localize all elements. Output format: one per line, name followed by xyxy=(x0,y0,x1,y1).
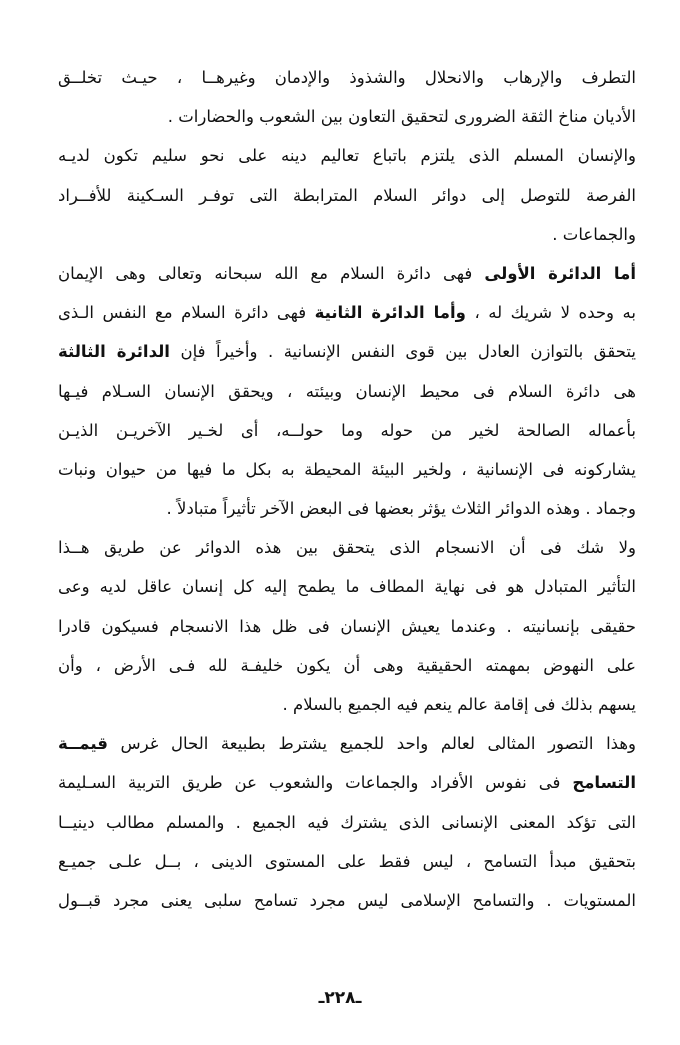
text-line xyxy=(58,763,636,802)
text-run: الفرصة للتوصل إلى دوائر السلام المترابطة التى توفـر السـكينة للأفــراد xyxy=(58,185,636,205)
text-line xyxy=(58,136,636,175)
text-line xyxy=(58,842,636,881)
text-line xyxy=(58,528,636,567)
text-line xyxy=(58,293,636,332)
text-line xyxy=(58,372,636,411)
text-run: يشاركونه فى الإنسانية ، ولخير البيئة المحيطة به بكل ما فيها من حيوان ونبات xyxy=(58,459,636,479)
text-run: يسهم بذلك فى إقامة عالم ينعم فيه الجميع بالسلام . xyxy=(282,695,636,714)
text-run: الأديان مناخ الثقة الضرورى لتحقيق التعاون بين الشعوب والحضارات . xyxy=(167,107,636,127)
text-run: المستويات . والتسامح الإسلامى ليس مجرد تسامح سلبى يعنى مجرد قبــول xyxy=(58,890,636,910)
text-line xyxy=(58,411,636,450)
text-line xyxy=(58,489,636,528)
text-run: فى نفوس الأفراد والجماعات والشعوب عن طريق التربية السـليمة xyxy=(58,773,573,793)
bold-phrase: قيمــة xyxy=(58,734,108,754)
text-run: وهذا التصور المثالى لعالم واحد للجميع يشترط بطبيعة الحال غرس xyxy=(107,734,636,754)
text-line xyxy=(58,215,636,254)
text-line xyxy=(58,881,636,920)
text-run: وجماد . وهذه الدوائر الثلاث يؤثر بعضها فى البعض الآخر تأثيراً متبادلاً . xyxy=(166,499,636,519)
text-line xyxy=(58,450,636,489)
text-line xyxy=(58,176,636,215)
text-run: هى دائرة السلام فى محيط الإنسان وبيئته ، ويحقق الإنسان السـلام فيـها xyxy=(58,381,636,401)
text-run: التطرف والإرهاب والانحلال والشذوذ والإدمان وغيرهــا ، حيـث تخلــق xyxy=(58,68,636,87)
text-run: ولا شك فى أن الانسجام الذى يتحقق بين هذه الدوائر عن طريق هــذا xyxy=(58,538,636,558)
text-line xyxy=(58,332,636,371)
text-line xyxy=(58,724,636,763)
text-line xyxy=(58,607,636,646)
text-run: بتحقيق مبدأ التسامح ، ليس فقط على المستوى الدينى ، بــل علـى جميـع xyxy=(58,851,636,871)
bold-phrase: أما الدائرة الأولى xyxy=(484,263,636,283)
text-run: به وحده لا شريك له ، xyxy=(465,303,636,323)
text-line xyxy=(58,803,636,842)
text-line xyxy=(58,58,636,97)
text-run: يتحقق بالتوازن العادل بين قوى النفس الإنسانية . وأخيراً فإن xyxy=(169,342,636,362)
text-run: التأثير المتبادل هو فى نهاية المطاف ما يطمح إليه كل إنسان عاقل لديه وعى xyxy=(58,577,636,597)
page-number: ـ٢٢٨ـ xyxy=(318,988,362,1008)
bold-phrase: الدائرة الثالثة xyxy=(58,342,170,362)
text-run: حقيقى بإنسانيته . وعندما يعيش الإنسان فى ظل هذا الانسجام فسيكون قادرا xyxy=(58,616,636,636)
text-run: والجماعات . xyxy=(552,224,636,244)
text-run: على النهوض بمهمته الحقيقية وهى أن يكون خليفـة لله فـى الأرض ، وأن xyxy=(58,655,636,675)
body-text xyxy=(58,58,636,920)
bold-phrase: وأما الدائرة الثانية xyxy=(314,303,466,323)
text-line xyxy=(58,97,636,136)
text-run: بأعماله الصالحة لخير من حوله وما حولــه، أى لخـير الآخريـن الذيـن xyxy=(58,420,636,440)
text-line xyxy=(58,567,636,606)
text-line xyxy=(58,646,636,685)
text-line xyxy=(58,685,636,724)
text-run: فهى دائرة السلام مع الله سبحانه وتعالى وهى الإيمان xyxy=(58,263,485,283)
text-run: التى تؤكد المعنى الإنسانى الذى يشترك فيه الجميع . والمسلم مطالب دينيــا xyxy=(58,812,636,832)
text-run: فهى دائرة السلام مع النفس الـذى xyxy=(58,303,315,323)
text-line xyxy=(58,254,636,293)
text-run: والإنسان المسلم الذى يلتزم باتباع تعاليم دينه على نحو سليم تكون لديـه xyxy=(58,146,636,166)
bold-phrase: التسامح xyxy=(572,773,636,793)
